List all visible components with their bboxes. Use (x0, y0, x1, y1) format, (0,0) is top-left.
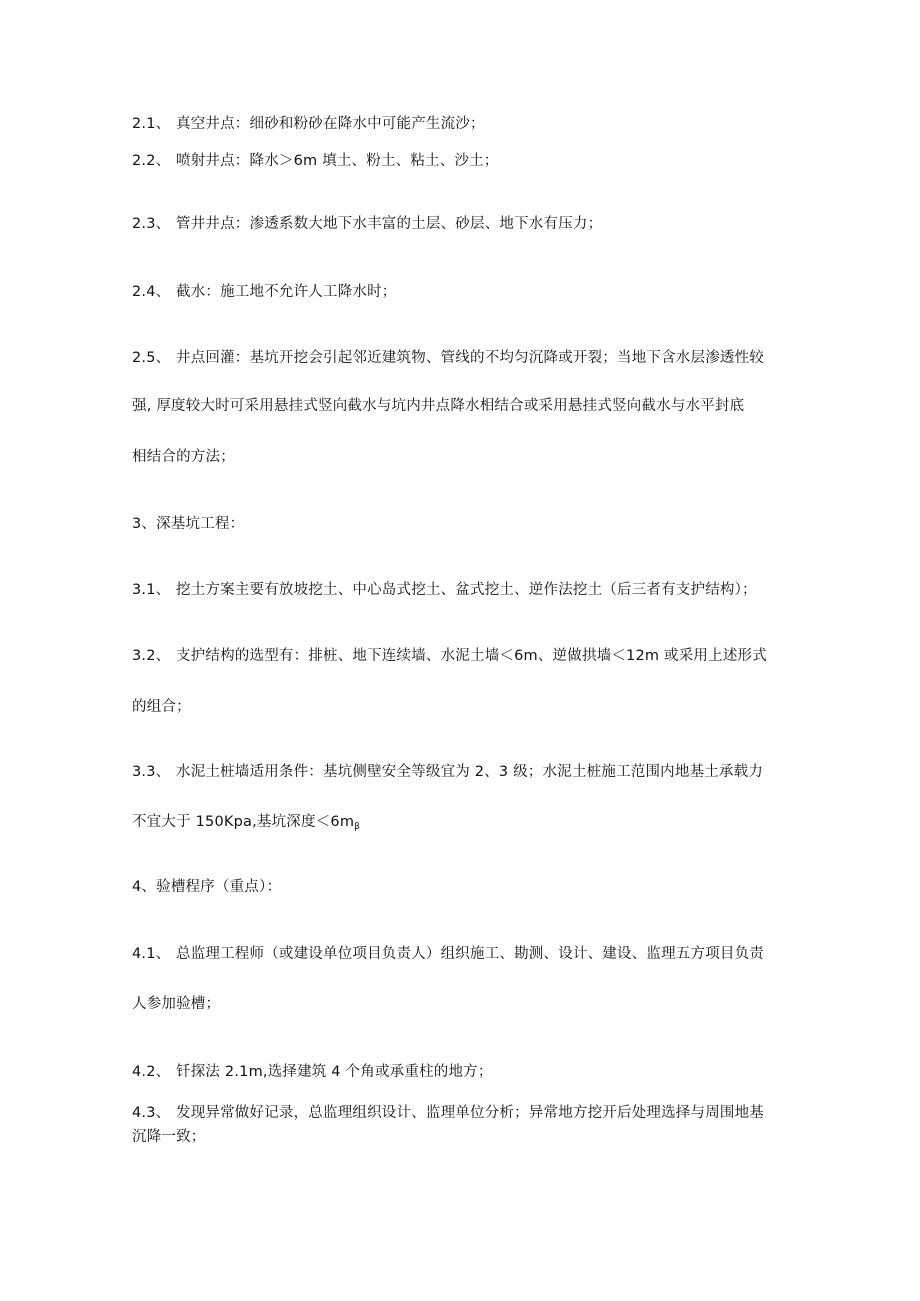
item-text: 强, 厚度较大时可采用悬挂式竖向截水与坑内井点降水相结合或采用悬挂式竖向截水与水平封底 (132, 398, 745, 414)
item-2-2 (132, 151, 499, 171)
item-number: 2.4、 (132, 284, 171, 300)
item-text: 支护结构的选型有：排桩、地下连续墙、水泥土墙＜6m、逆做拱墙＜12m 或采用上述形式 (176, 648, 767, 664)
item-text: 水泥土桩墙适用条件：基坑侧壁安全等级宜为 2、3 级；水泥土桩施工范围内地基土承载力 (176, 764, 764, 780)
item-3-3-continued (132, 812, 360, 837)
item-text: 钎探法 2.1m,选择建筑 4 个角或承重柱的地方； (176, 1064, 493, 1080)
section-heading-4 (132, 877, 281, 897)
item-number: 3.2、 (132, 648, 171, 664)
item-text: 沉降一致； (132, 1129, 206, 1145)
section-heading-3 (132, 514, 244, 534)
item-2-4 (132, 282, 397, 302)
item-text: 的组合； (132, 699, 191, 715)
item-text: 真空井点：细砂和粉砂在降水中可能产生流沙； (176, 116, 485, 132)
item-4-2 (132, 1062, 493, 1082)
item-2-5-continued (132, 396, 744, 416)
item-text: 喷射井点：降水＞6m 填土、粉土、粘土、沙土； (176, 153, 499, 169)
item-text: 挖土方案主要有放坡挖土、中心岛式挖土、盆式挖土、逆作法挖土（后三者有支护结构）； (176, 582, 757, 598)
item-number: 2.1、 (132, 116, 171, 132)
item-2-5 (132, 348, 764, 368)
item-4-1-continued (132, 994, 220, 1014)
item-number: 4.1、 (132, 946, 171, 962)
item-number: 2.2、 (132, 153, 171, 169)
item-3-1 (132, 580, 757, 600)
item-3-2-continued (132, 697, 191, 717)
item-number: 4.2、 (132, 1064, 171, 1080)
item-4-3 (132, 1103, 764, 1123)
item-subscript: β (354, 822, 361, 832)
item-number: 2.5、 (132, 350, 171, 366)
item-number: 4.3、 (132, 1105, 171, 1121)
item-4-1 (132, 944, 764, 964)
heading-text: 4、验槽程序（重点）： (132, 879, 282, 895)
item-text: 相结合的方法； (132, 449, 235, 465)
item-text: 总监理工程师（或建设单位项目负责人）组织施工、勘测、设计、建设、监理五方项目负责 (176, 946, 764, 962)
item-text: 截水：施工地不允许人工降水时； (176, 284, 397, 300)
item-text: 管井井点：渗透系数大地下水丰富的土层、砂层、地下水有压力； (176, 216, 603, 232)
item-text: 发现异常做好记录，总监理组织设计、监理单位分析；异常地方挖开后处理选择与周围地基 (176, 1105, 764, 1121)
item-4-3-continued (132, 1127, 206, 1147)
item-text: 人参加验槽； (132, 996, 221, 1012)
item-2-1 (132, 114, 485, 134)
item-2-3 (132, 214, 602, 234)
item-text: 井点回灌：基坑开挖会引起邻近建筑物、管线的不均匀沉降或开裂；当地下含水层渗透性较 (176, 350, 764, 366)
item-3-3 (132, 762, 763, 782)
item-2-5-continued (132, 447, 235, 467)
item-text: 不宜大于 150Kpa,基坑深度＜6m (132, 814, 355, 830)
heading-text: 3、深基坑工程： (132, 516, 245, 532)
item-number: 3.1、 (132, 582, 171, 598)
item-number: 2.3、 (132, 216, 171, 232)
item-3-2 (132, 646, 767, 666)
item-number: 3.3、 (132, 764, 171, 780)
